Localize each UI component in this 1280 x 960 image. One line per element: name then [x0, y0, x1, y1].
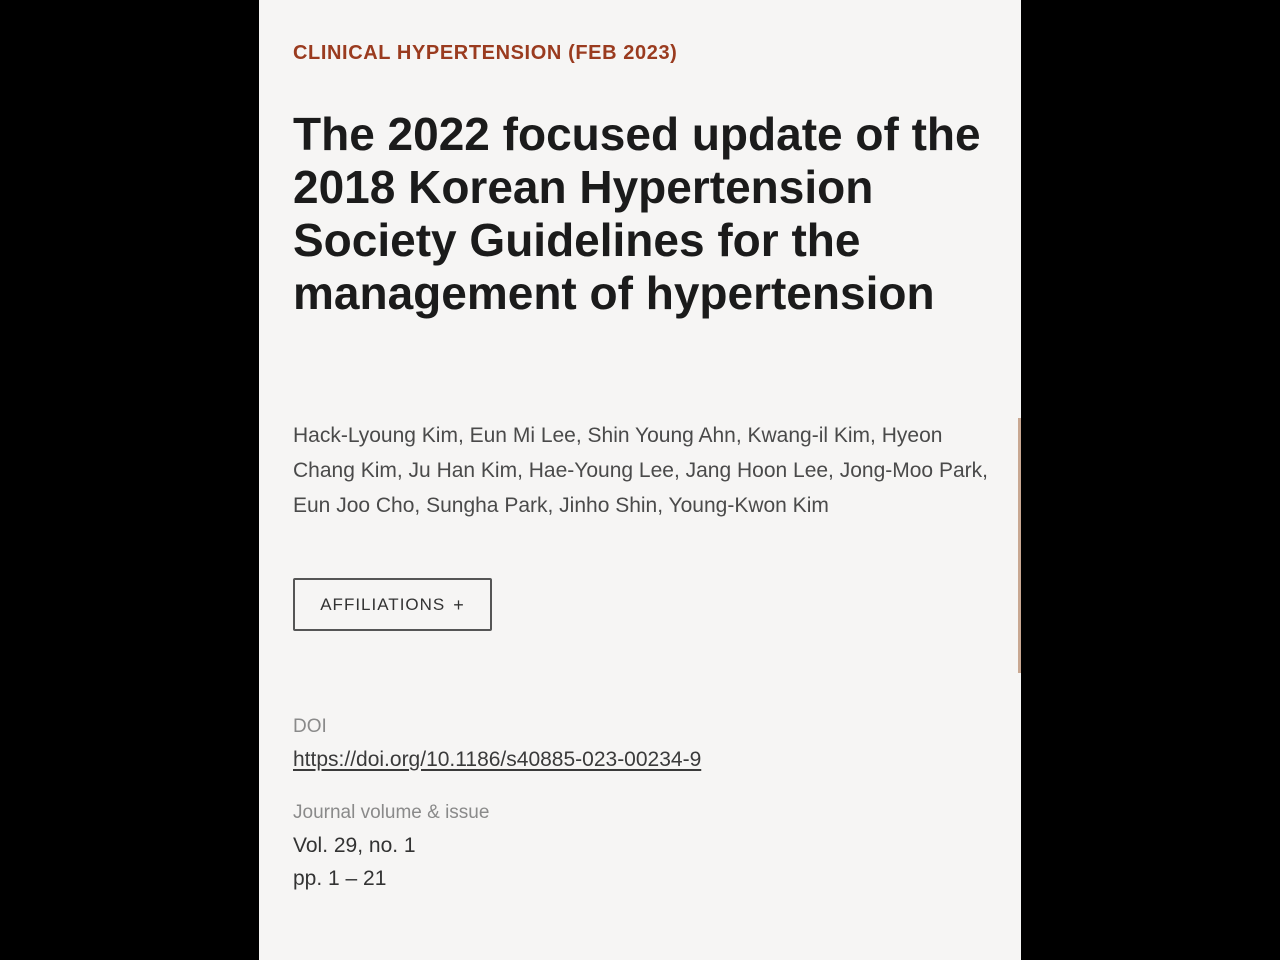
journal-label[interactable]: CLINICAL HYPERTENSION (FEB 2023) — [293, 42, 678, 64]
journal-issue-label: Journal volume & issue — [293, 802, 490, 823]
page-range: pp. 1 – 21 — [293, 867, 387, 890]
author-list: Hack-Lyoung Kim, Eun Mi Lee, Shin Young Ahn, Kwang-il Kim, Hyeon Chang Kim, Ju Han Kim, Hae-Young Lee, Jang Hoon Lee, Jong-Moo Park, Eun Joo Cho, Sungha Park, Jinho Shin, Young-Kwon Kim — [293, 424, 988, 517]
volume-number: Vol. 29, no. 1 — [293, 834, 416, 857]
doi-link[interactable]: https://doi.org/10.1186/s40885-023-00234-9 — [293, 748, 702, 771]
article-title[interactable]: The 2022 focused update of the 2018 Korean Hypertension Society Guidelines for the management of hypertension — [293, 108, 981, 319]
article-card — [259, 0, 1021, 960]
plus-icon: + — [453, 594, 465, 615]
scroll-accent-bar — [1018, 418, 1021, 673]
affiliations-button[interactable] — [293, 578, 492, 631]
affiliations-button-label: AFFILIATIONS — [320, 594, 446, 614]
doi-label: DOI — [293, 716, 327, 737]
